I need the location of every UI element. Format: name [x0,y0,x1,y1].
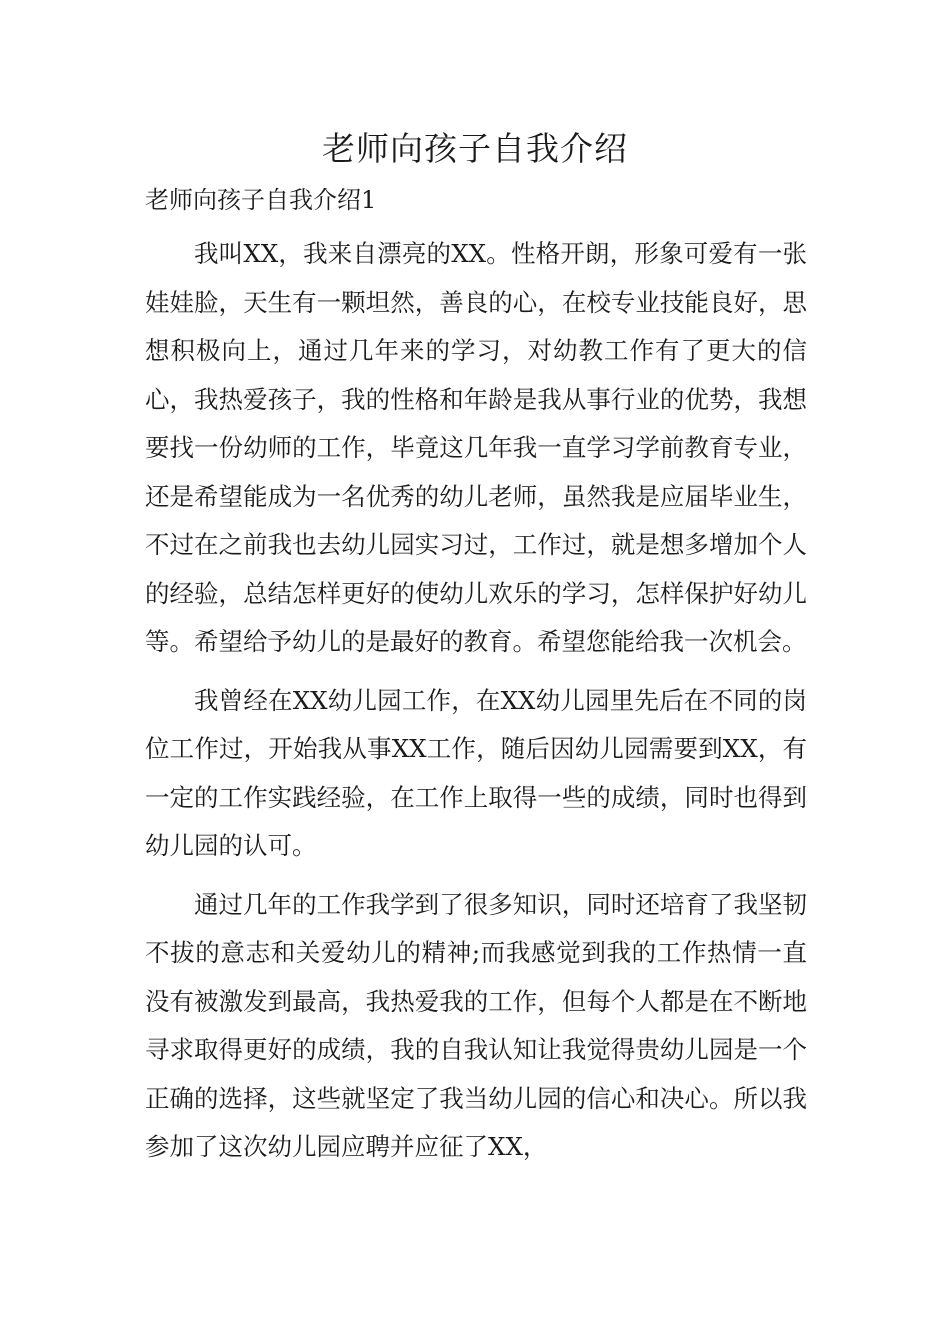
paragraph-3: 通过几年的工作我学到了很多知识，同时还培育了我坚韧不拔的意志和关爱幼儿的精神;而我感觉到我的工作热情一直没有被激发到最高，我热爱我的工作，但每个人都是在不断地寻求取得更好的成绩，我的自我认知让我觉得贵幼儿园是一个正确的选择，这些就坚定了我当幼儿园的信心和决心。所以我参加了这次幼儿园应聘并应征了XX， [145,889,807,1161]
paragraph-1: 我叫XX，我来自漂亮的XX。性格开朗，形象可爱有一张娃娃脸，天生有一颗坦然，善良的心，在校专业技能良好，思想积极向上，通过几年来的学习，对幼教工作有了更大的信心，我热爱孩子，我的性格和年龄是我从事行业的优势，我想要找一份幼师的工作，毕竟这几年我一直学习学前教育专业，还是希望能成为一名优秀的幼儿老师，虽然我是应届毕业生，不过在之前我也去幼儿园实习过，工作过，就是想多增加个人的经验，总结怎样更好的使幼儿欢乐的学习，怎样保护好幼儿等。希望给予幼儿的是最好的教育。希望您能给我一次机会。 [145,239,807,656]
document-body [145,230,807,1172]
section-heading: 老师向孩子自我介绍1 [145,186,377,214]
document-title: 老师向孩子自我介绍 [322,129,628,168]
paragraph-2: 我曾经在XX幼儿园工作，在XX幼儿园里先后在不同的岗位工作过，开始我从事XX工作，随后因幼儿园需要到XX，有一定的工作实践经验，在工作上取得一些的成绩，同时也得到幼儿园的认可。 [145,685,807,860]
